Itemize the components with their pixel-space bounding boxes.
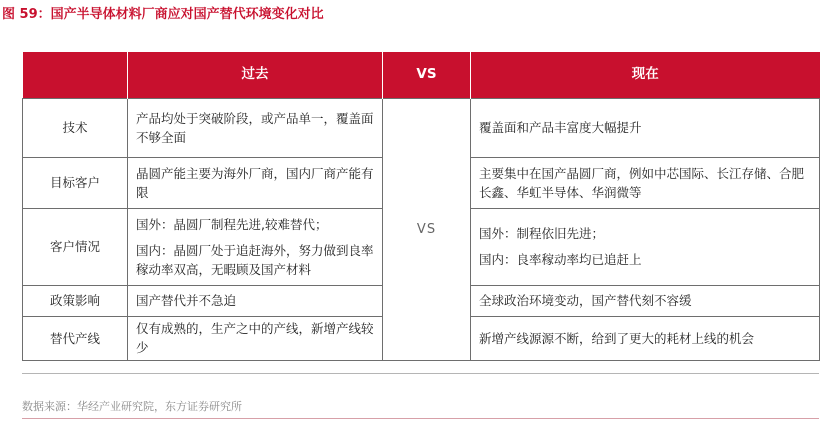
past-cell — [128, 157, 383, 208]
past-text: 仅有成熟的，生产之中的产线，新增产线较少 — [136, 321, 374, 355]
present-cell — [471, 285, 820, 316]
divider — [22, 373, 819, 374]
vs-divider: VS — [383, 98, 471, 360]
past-text-foreign: 国外：晶圆厂制程先进,较难替代； — [136, 216, 328, 232]
past-text: 晶圆产能主要为海外厂商，国内厂商产能有限 — [136, 165, 374, 200]
present-text: 全球政治环境变动，国产替代刻不容缓 — [479, 293, 692, 308]
comparison-table — [22, 52, 820, 361]
header-category — [23, 52, 128, 98]
table-header-row — [23, 52, 820, 98]
present-cell — [471, 157, 820, 208]
present-text: 主要集中在国产晶圆厂商，例如中芯国际、长江存储、合肥长鑫、华虹半导体、华润微等 — [479, 165, 805, 200]
row-label-policy-impact: 政策影响 — [23, 285, 128, 316]
past-cell — [128, 208, 383, 285]
present-text-domestic: 国内：良率稼动率均已追赶上 — [479, 252, 642, 267]
table-row — [23, 98, 820, 157]
row-label-replacement-lines: 替代产线 — [23, 316, 128, 360]
present-cell — [471, 316, 820, 360]
header-vs: VS — [383, 52, 471, 98]
footer-divider — [22, 418, 819, 419]
past-text-domestic: 国内：晶圆厂处于追赶海外，努力做到良率稼动率双高，无暇顾及国产材料 — [136, 242, 374, 277]
present-cell — [471, 208, 820, 285]
past-cell — [128, 285, 383, 316]
row-label-technology: 技术 — [23, 98, 128, 157]
past-cell — [128, 316, 383, 360]
present-text: 覆盖面和产品丰富度大幅提升 — [479, 120, 642, 135]
present-text-foreign: 国外：制程依旧先进； — [479, 226, 605, 241]
past-text: 国产替代并不急迫 — [136, 293, 237, 308]
past-cell — [128, 98, 383, 157]
present-cell — [471, 98, 820, 157]
header-past: 过去 — [128, 52, 383, 98]
past-text: 产品均处于突破阶段，或产品单一，覆盖面不够全面 — [136, 110, 374, 145]
present-text: 新增产线源源不断，给到了更大的耗材上线的机会 — [479, 330, 755, 346]
row-label-target-customers: 目标客户 — [23, 157, 128, 208]
figure-title: 图 59：国产半导体材料厂商应对国产替代环境变化对比 — [2, 7, 324, 22]
source-note: 数据来源：华经产业研究院，东方证券研究所 — [22, 400, 242, 413]
header-present: 现在 — [471, 52, 820, 98]
row-label-customer-situation: 客户情况 — [23, 208, 128, 285]
